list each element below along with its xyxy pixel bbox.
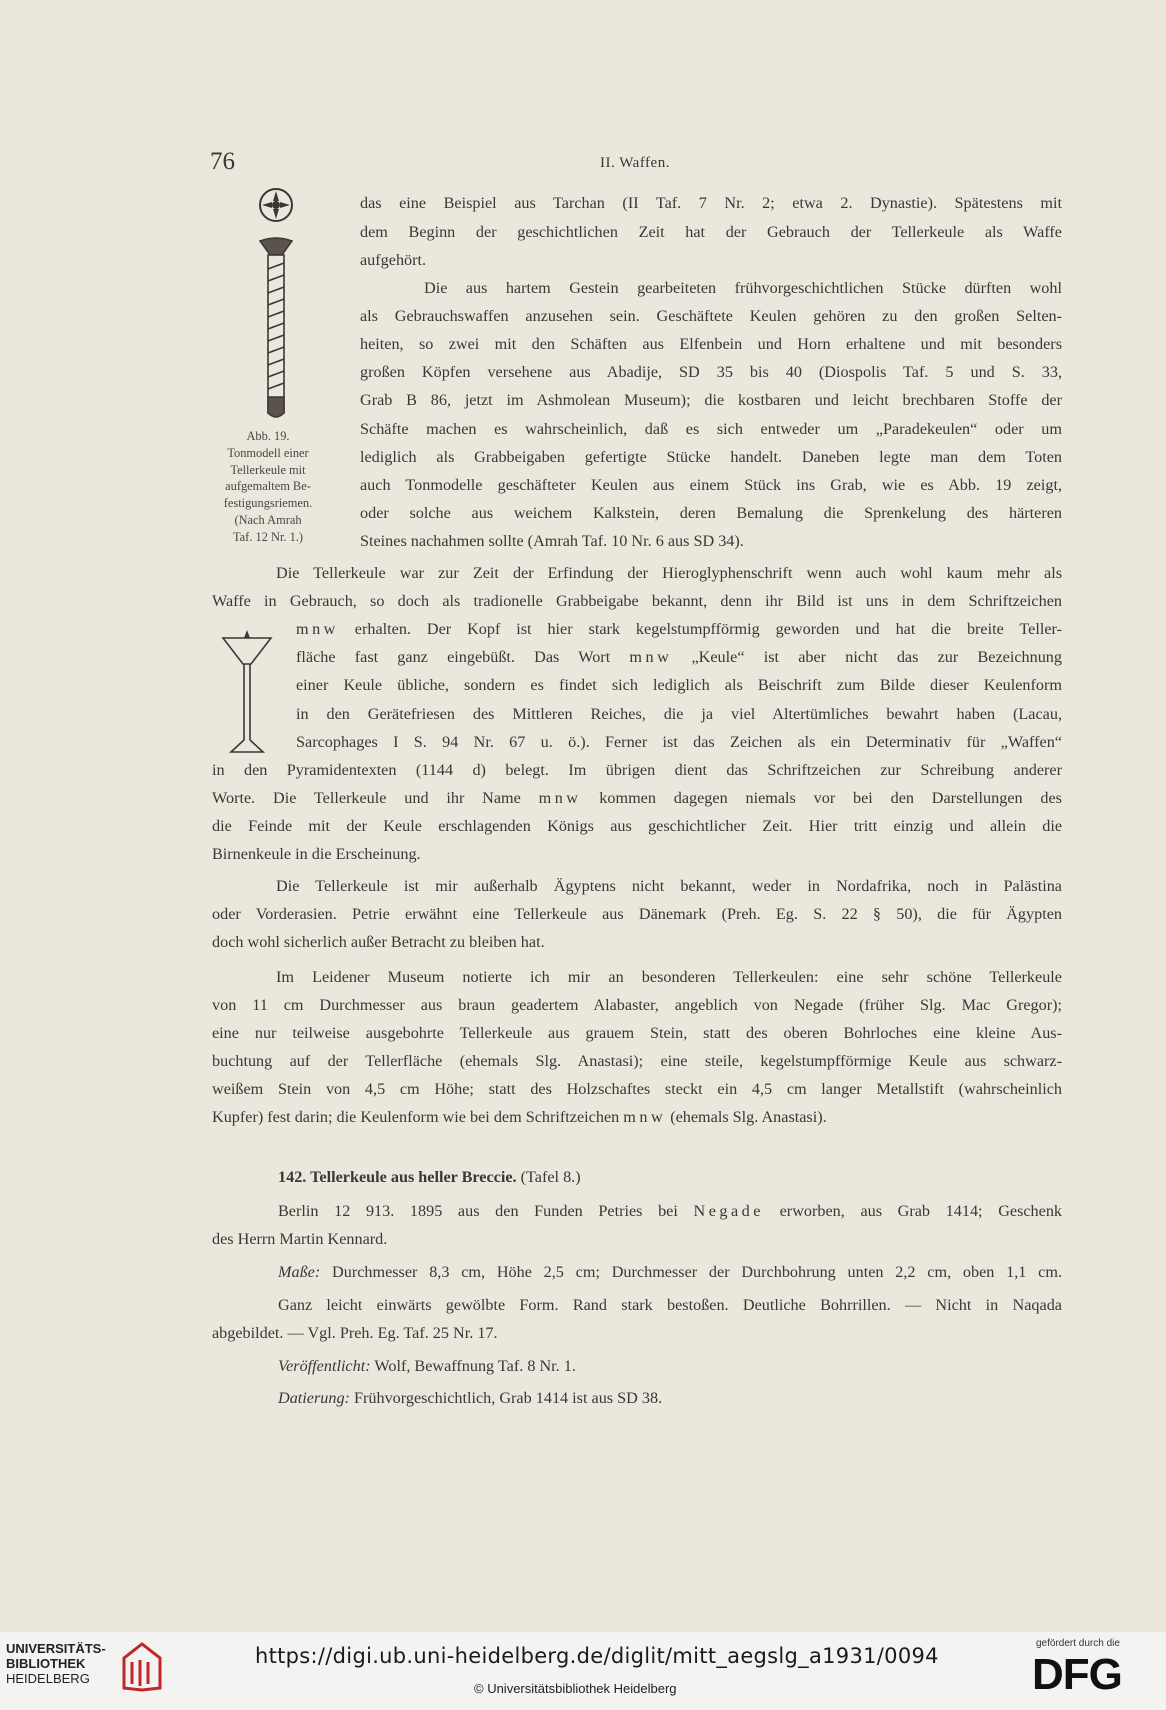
text-line: doch wohl sicherlich außer Betracht zu bleiben hat. xyxy=(212,933,545,951)
mnw-word: mnw xyxy=(629,648,673,666)
mnw-word: mnw xyxy=(623,1108,667,1126)
measurements-line xyxy=(278,1262,1062,1282)
text-segment: Berlin 12 913. 1895 aus den Funden Petries bei xyxy=(278,1202,678,1220)
text-segment: „Keule“ ist aber nicht das zur Bezeichnung xyxy=(691,648,1062,666)
text-line: als Gebrauchswaffen anzusehen sein. Geschäftete Keulen gehören zu den großen Selten- xyxy=(360,307,1062,325)
text-line: aufgehört. xyxy=(360,251,427,269)
text-line: Grab B 86, jetzt im Ashmolean Museum); die kostbaren und leicht brechbaren Stoffe der xyxy=(360,391,1062,409)
text-segment: Worte. Die Tellerkeule und ihr Name xyxy=(212,789,521,807)
publication-text: Wolf, Bewaffnung Taf. 8 Nr. 1. xyxy=(374,1357,576,1375)
text-line: in den Gerätefriesen des Mittleren Reiches, die ja viel Altertümliches bewahrt haben (Lacau, xyxy=(296,705,1062,723)
text-line: großen Köpfen versehene aus Abadije, SD 35 bis 40 (Diospolis Taf. 5 und S. 33, xyxy=(360,363,1062,381)
caption-line: Tonmodell einer xyxy=(227,445,309,460)
text-line: dem Beginn der geschichtlichen Zeit hat der Gebrauch der Tellerkeule als Waffe xyxy=(360,223,1062,241)
text-line: abgebildet. — Vgl. Preh. Eg. Taf. 25 Nr. 17. xyxy=(212,1324,498,1342)
caption-line: aufgemaltem Be- xyxy=(225,479,311,494)
text-line: in den Pyramidentexten (1144 d) belegt. Im übrigen dient das Schriftzeichen zur Schreibung anderer xyxy=(212,761,1062,779)
text-line: oder Vorderasien. Petrie erwähnt eine Tellerkeule aus Dänemark (Preh. Eg. S. 22 § 50), die für Ägypten xyxy=(212,905,1062,923)
text-line: Die Tellerkeule ist mir außerhalb Ägyptens nicht bekannt, weder in Nordafrika, noch in Palästina xyxy=(276,877,1062,895)
text-line: Sarcophages I S. 94 Nr. 67 u. ö.). Ferner ist das Zeichen als ein Determinativ für „Waffen“ xyxy=(296,733,1062,751)
entry-heading xyxy=(278,1167,978,1187)
text-line: oder solche aus weichem Kalkstein, deren Bemalung die Sprenkelung des härteren xyxy=(360,504,1062,522)
mnw-word: mnw xyxy=(296,620,339,638)
text-line: die Feinde mit der Keule erschlagenden Königs aus geschichtlicher Zeit. Hier tritt einzig und allein die xyxy=(212,817,1062,835)
copyright-notice: © Universitätsbibliothek Heidelberg xyxy=(474,1681,677,1696)
caption-line: Taf. 12 Nr. 1.) xyxy=(232,529,304,544)
text-line: weißem Stein von 4,5 cm Höhe; statt des Holzschaftes steckt ein 4,5 cm langer Metallstift (wahrscheinlich xyxy=(212,1080,1062,1098)
caption-line: (Nach Amrah xyxy=(234,512,302,527)
library-name-line: HEIDELBERG xyxy=(6,1671,90,1686)
text-segment: erhalten. Der Kopf ist hier stark kegelstumpfförmig geworden und hat die breite Teller- xyxy=(354,620,1062,638)
text-line: Die Tellerkeule war zur Zeit der Erfindung der Hieroglyphenschrift wenn auch wohl kaum mehr als xyxy=(276,564,1062,582)
text-line xyxy=(212,788,1062,808)
page-number: 76 xyxy=(210,148,235,175)
text-segment: kommen dagegen niemals vor bei den Darstellungen des xyxy=(599,789,1062,807)
text-line: Die aus hartem Gestein gearbeiteten frühvorgeschichtlichen Stücke dürften wohl xyxy=(424,279,1062,297)
dating-text: Frühvorgeschichtlich, Grab 1414 ist aus SD 38. xyxy=(353,1389,663,1407)
measurements-label: Maße: xyxy=(278,1263,321,1281)
text-line: lediglich als Grabbeigaben gefertigte Stücke handelt. Daneben legte man dem Toten xyxy=(360,448,1062,466)
mnw-word: mnw xyxy=(538,789,582,807)
caption-line: Tellerkeule mit xyxy=(230,462,306,477)
text-line: buchtung auf der Tellerfläche (ehemals Slg. Anastasi); eine steile, kegelstumpfförmige Keule aus schwarz- xyxy=(212,1052,1062,1070)
text-line: Im Leidener Museum notierte ich mir an besonderen Tellerkeulen: eine sehr schöne Tellerkeule xyxy=(276,968,1062,986)
text-line: Schäfte machen es wahrscheinlich, daß es sich entweder um „Paradekeulen“ oder um xyxy=(360,420,1062,438)
text-line xyxy=(212,1107,1062,1127)
figure-caption xyxy=(208,428,328,546)
text-segment: Kupfer) fest darin; die Keulenform wie bei dem Schriftzeichen xyxy=(212,1108,620,1126)
funding-label: gefördert durch die xyxy=(1036,1638,1120,1649)
mnw-hieroglyph-sign xyxy=(220,628,274,756)
text-line: das eine Beispiel aus Tarchan (II Taf. 7 Nr. 2; etwa 2. Dynastie). Spätestens mit xyxy=(360,194,1062,212)
text-line xyxy=(278,1201,1062,1221)
publication-line xyxy=(278,1356,1062,1376)
caption-line: Abb. 19. xyxy=(246,429,290,443)
publication-label: Veröffentlicht: xyxy=(278,1357,371,1375)
dating-line xyxy=(278,1388,1062,1408)
place-name: Negade xyxy=(693,1202,764,1220)
text-segment: fläche fast ganz eingebüßt. Das Wort xyxy=(296,648,611,666)
text-segment: erworben, aus Grab 1414; Geschenk xyxy=(779,1202,1063,1220)
entry-plate-ref: (Tafel 8.) xyxy=(520,1168,581,1186)
mace-top-view xyxy=(260,189,292,221)
text-line: von 11 cm Durchmesser aus braun geadertem Alabaster, angeblich von Negade (früher Slg. Mac Gregor); xyxy=(212,996,1062,1014)
dating-label: Datierung: xyxy=(278,1389,350,1407)
permalink-url[interactable]: https://digi.ub.uni-heidelberg.de/diglit/mitt_aegslg_a1931/0094 xyxy=(255,1644,939,1668)
dfg-logo: DFG xyxy=(1032,1650,1122,1699)
text-line: Ganz leicht einwärts gewölbte Form. Rand stark bestoßen. Deutliche Bohrrillen. — Nicht in Naqada xyxy=(278,1296,1062,1314)
text-line: heiten, so zwei mit den Schäften aus Elfenbein und Horn erhaltene und mit besonders xyxy=(360,335,1062,353)
text-line: auch Tonmodelle geschäfteter Keulen aus einem Stück ins Grab, wie es Abb. 19 zeigt, xyxy=(360,476,1062,494)
text-line: Waffe in Gebrauch, so doch als tradionelle Grabbeigabe bekannt, denn ihr Bild ist uns in dem Schriftzeichen xyxy=(212,592,1062,610)
text-line xyxy=(296,619,1062,639)
text-line xyxy=(296,647,1062,667)
mace-side-view xyxy=(260,238,292,417)
text-line: einer Keule übliche, sondern es findet sich lediglich als Beischrift zum Bilde dieser Keulenform xyxy=(296,676,1062,694)
text-line: des Herrn Martin Kennard. xyxy=(212,1230,388,1248)
text-segment: (ehemals Slg. Anastasi). xyxy=(670,1108,827,1126)
text-line: Birnenkeule in die Erscheinung. xyxy=(212,845,421,863)
library-logo-icon xyxy=(116,1638,164,1694)
caption-line: festigungsriemen. xyxy=(223,496,313,511)
text-line: Steines nachahmen sollte (Amrah Taf. 10 Nr. 6 aus SD 34). xyxy=(360,532,744,550)
text-line: eine nur teilweise ausgebohrte Tellerkeule aus grauem Stein, statt des oberen Bohrloches eine kleine Aus- xyxy=(212,1024,1062,1042)
library-name-line: BIBLIOTHEK xyxy=(6,1656,86,1671)
running-head: II. Waffen. xyxy=(600,155,670,171)
entry-title: 142. Tellerkeule aus heller Breccie. xyxy=(278,1168,517,1186)
library-name-line: UNIVERSITÄTS- xyxy=(6,1641,106,1656)
measurements-text: Durchmesser 8,3 cm, Höhe 2,5 cm; Durchmesser der Durchbohrung unten 2,2 cm, oben 1,1 cm. xyxy=(332,1263,1062,1281)
library-name xyxy=(6,1641,106,1686)
mace-model-figure xyxy=(246,185,306,425)
